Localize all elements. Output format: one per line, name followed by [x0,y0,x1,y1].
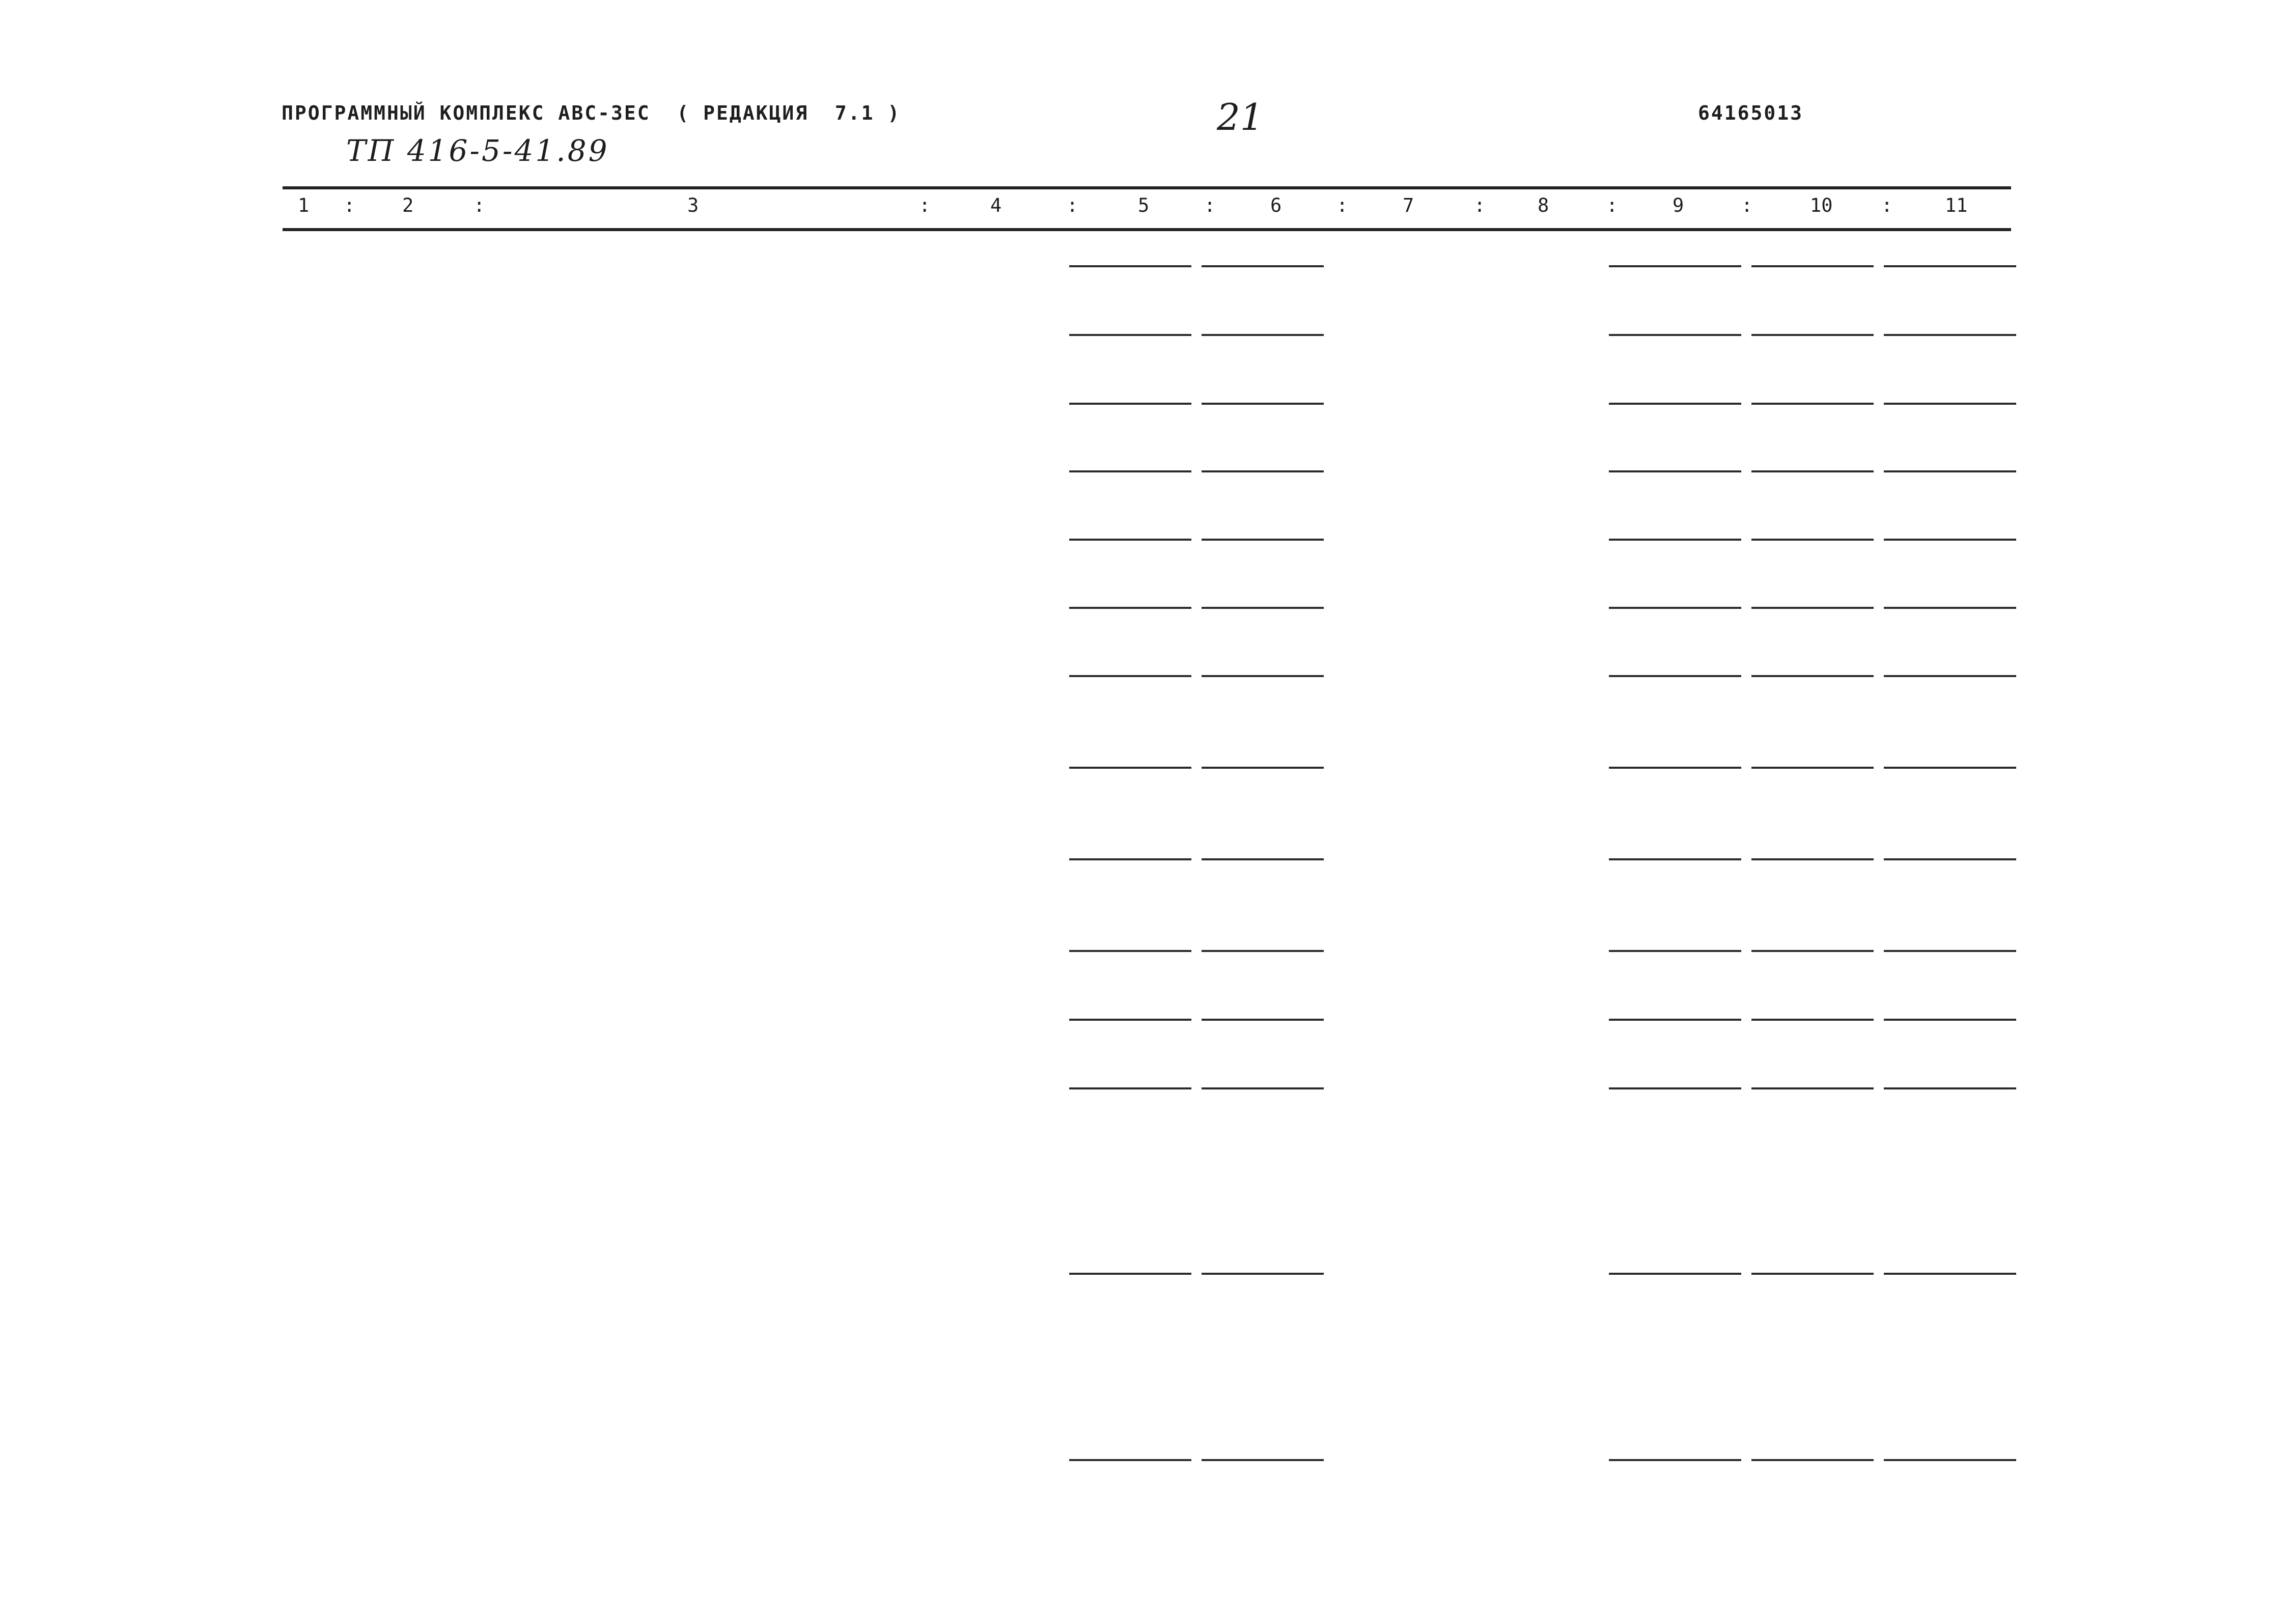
cell-rule [1884,470,2016,472]
cell-rule [1884,1019,2016,1021]
col-separator: : [1204,194,1216,216]
cell-rule [1202,767,1324,769]
cell-rule [1202,1459,1324,1461]
col-separator: : [473,194,485,216]
cell-rule [1202,403,1324,405]
cell-rule [1609,539,1741,541]
cell-rule [1609,403,1741,405]
cell-rule [1609,950,1741,952]
col-header-8: 8 [1538,194,1549,216]
col-header-10: 10 [1810,194,1833,216]
col-separator: : [1336,194,1348,216]
cell-rule [1751,858,1874,860]
cell-rule [1202,334,1324,336]
cell-rule [1609,1087,1741,1089]
cell-rule [1202,1019,1324,1021]
cell-rule [1609,675,1741,677]
cell-rule [1751,1087,1874,1089]
col-separator: : [1881,194,1893,216]
col-separator: : [919,194,931,216]
col-header-11: 11 [1945,194,1968,216]
cell-rule [1202,1087,1324,1089]
cell-rule [1751,1459,1874,1461]
cell-rule [1202,470,1324,472]
col-header-4: 4 [990,194,1002,216]
cell-rule [1069,1273,1191,1275]
cell-rule [1884,767,2016,769]
col-header-6: 6 [1270,194,1282,216]
cell-rule [1609,1019,1741,1021]
cell-rule [1884,1087,2016,1089]
cell-rule [1751,1273,1874,1275]
col-separator: : [1741,194,1753,216]
col-header-2: 2 [402,194,414,216]
cell-rule [1202,1273,1324,1275]
cell-rule [1751,403,1874,405]
cell-rule [1751,334,1874,336]
cell-rule [1751,1019,1874,1021]
cell-rule [1884,607,2016,609]
col-header-7: 7 [1403,194,1414,216]
cell-rule [1202,675,1324,677]
cell-rule [1069,858,1191,860]
cell-rule [1069,675,1191,677]
page-number: 21 [1217,96,1264,138]
cell-rule [1751,675,1874,677]
cell-rule [1069,334,1191,336]
cell-rule [1609,858,1741,860]
cell-rule [1884,265,2016,267]
cell-rule [1202,858,1324,860]
col-separator: : [1606,194,1618,216]
cell-rule [1751,265,1874,267]
cell-rule [1609,470,1741,472]
cell-rule [1069,403,1191,405]
cell-rule [1751,539,1874,541]
cell-rule [1751,950,1874,952]
cell-rule [1884,950,2016,952]
col-separator: : [1474,194,1486,216]
cell-rule [1069,1459,1191,1461]
cell-rule [1069,470,1191,472]
cell-rule [1609,334,1741,336]
project-handwritten: ТП 416-5-41.89 [346,133,609,168]
cell-rule [1884,334,2016,336]
cell-rule [1751,767,1874,769]
cell-rule [1884,858,2016,860]
col-header-9: 9 [1673,194,1684,216]
col-separator: : [1067,194,1078,216]
cell-rule [1069,265,1191,267]
cell-rule [1069,767,1191,769]
col-header-3: 3 [687,194,699,216]
cell-rule [1751,470,1874,472]
col-header-1: 1 [298,194,310,216]
cell-rule [1069,1087,1191,1089]
cell-rule [1609,265,1741,267]
cell-rule [1884,539,2016,541]
cell-rule [1609,607,1741,609]
cell-rule [1202,950,1324,952]
cell-rule [1609,1459,1741,1461]
cell-rule [1202,539,1324,541]
cell-rule [1609,1273,1741,1275]
cell-rule [1884,1273,2016,1275]
col-separator: : [344,194,355,216]
cell-rule [1884,403,2016,405]
col-header-5: 5 [1138,194,1150,216]
cell-rule [1884,1459,2016,1461]
cell-rule [1069,607,1191,609]
program-header: ПРОГРАММНЫЙ КОМПЛЕКС АВС-3ЕС ( РЕДАКЦИЯ 7.1 ) [282,102,901,124]
cell-rule [1069,539,1191,541]
cell-rule [1884,675,2016,677]
document-code: 64165013 [1698,102,1804,124]
cell-rule [1202,607,1324,609]
cell-rule [1069,950,1191,952]
cell-rule [1609,767,1741,769]
cell-rule [1751,607,1874,609]
cell-rule [1202,265,1324,267]
cell-rule [1069,1019,1191,1021]
